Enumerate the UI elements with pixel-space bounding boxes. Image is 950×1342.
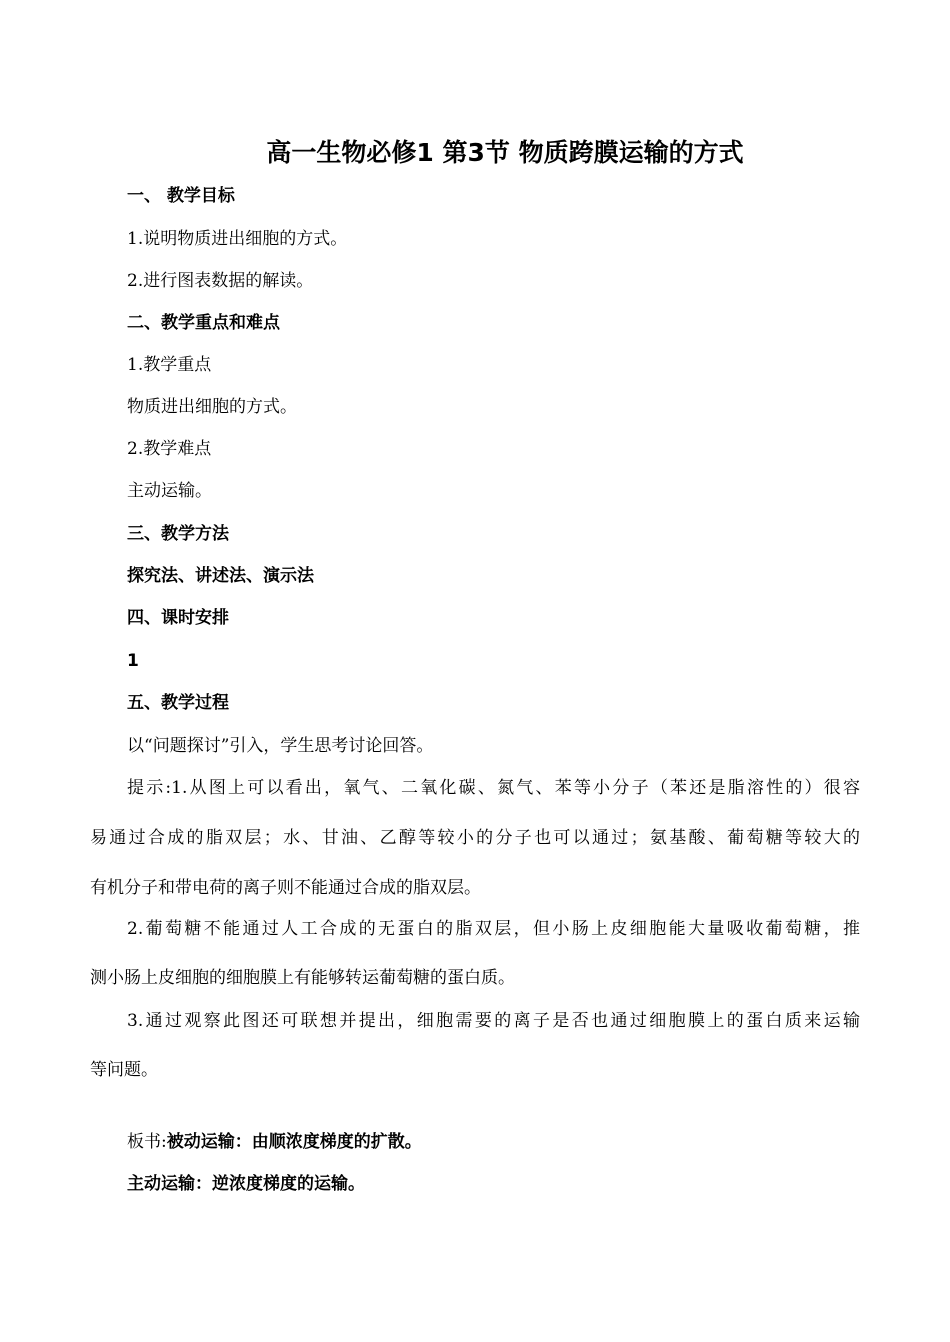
section-heading-key-points: 二、教学重点和难点 xyxy=(127,313,280,333)
hint-paragraph-2-line-1: 2.葡萄糖不能通过人工合成的无蛋白的脂双层，但小肠上皮细胞能大量吸收葡萄糖，推 xyxy=(127,919,860,939)
document-title: 高一生物必修1 第3节 物质跨膜运输的方式 xyxy=(266,138,744,167)
key-point-text: 物质进出细胞的方式。 xyxy=(127,397,297,417)
hint-paragraph-1-line-3: 有机分子和带电荷的离子则不能通过合成的脂双层。 xyxy=(90,878,481,898)
board-label: 板书: xyxy=(127,1132,167,1152)
hint-paragraph-1-line-2: 易通过合成的脂双层；水、甘油、乙醇等较小的分子也可以通过；氨基酸、葡萄糖等较大的 xyxy=(90,828,860,848)
hint-paragraph-3-line-2: 等问题。 xyxy=(90,1060,158,1080)
section-heading-schedule: 四、课时安排 xyxy=(127,608,229,628)
board-passive-line xyxy=(127,1130,422,1154)
difficulty-label: 2.教学难点 xyxy=(127,439,212,459)
goal-item-2: 2.进行图表数据的解读。 xyxy=(127,271,314,291)
process-intro: 以“问题探讨”引入，学生思考讨论回答。 xyxy=(127,736,434,756)
board-active-transport: 主动运输：逆浓度梯度的运输。 xyxy=(127,1174,365,1194)
key-point-label: 1.教学重点 xyxy=(127,355,212,375)
schedule-text: 1 xyxy=(127,651,139,671)
difficulty-text: 主动运输。 xyxy=(127,481,212,501)
methods-text: 探究法、讲述法、演示法 xyxy=(127,566,314,586)
section-heading-process: 五、教学过程 xyxy=(127,693,229,713)
section-heading-methods: 三、教学方法 xyxy=(127,524,229,544)
section-heading-teaching-goals: 一、 教学目标 xyxy=(127,186,235,206)
board-passive-transport: 被动运输：由顺浓度梯度的扩散。 xyxy=(166,1132,422,1152)
hint-paragraph-2-line-2: 测小肠上皮细胞的细胞膜上有能够转运葡萄糖的蛋白质。 xyxy=(90,968,515,988)
hint-paragraph-3-line-1: 3.通过观察此图还可联想并提出，细胞需要的离子是否也通过细胞膜上的蛋白质来运输 xyxy=(127,1011,860,1031)
goal-item-1: 1.说明物质进出细胞的方式。 xyxy=(127,229,348,249)
hint-paragraph-1-line-1: 提示:1.从图上可以看出，氧气、二氧化碳、氮气、苯等小分子（苯还是脂溶性的）很容 xyxy=(127,778,860,798)
